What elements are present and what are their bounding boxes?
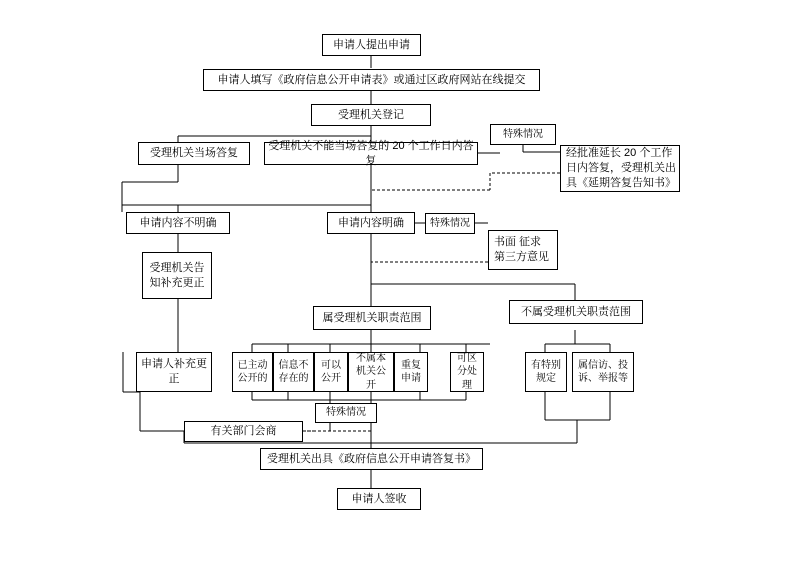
node-special-case-consultation[interactable]: 特殊情况 [315,403,377,423]
node-content-clear[interactable]: 申请内容明确 [327,212,415,234]
node-applicant-receipt[interactable]: 申请人签收 [337,488,421,510]
node-agency-registration[interactable]: 受理机关登记 [311,104,431,126]
node-outside-agency-duty[interactable]: 不属受理机关职责范围 [509,300,643,324]
node-special-case-extension[interactable]: 特殊情况 [490,124,556,145]
node-separable-handling[interactable]: 可区分处理 [450,352,484,392]
node-not-this-agency[interactable]: 不属本机关公开 [348,352,394,392]
node-issue-reply-document[interactable]: 受理机关出具《政府信息公开申请答复书》 [260,448,483,470]
node-department-consultation[interactable]: 有关部门会商 [184,421,303,442]
node-written-third-party-opinion[interactable]: 书面 征求 第三方意见 [488,230,558,270]
node-content-unclear[interactable]: 申请内容不明确 [126,212,230,234]
node-applicant-supplement[interactable]: 申请人补充更正 [136,352,212,392]
node-fill-application-form[interactable]: 申请人填写《政府信息公开申请表》或通过区政府网站在线提交 [203,69,540,91]
node-extended-reply-notice[interactable]: 经批准延长 20 个工作日内答复，受理机关出具《延期答复告知书》 [560,145,680,192]
node-within-agency-duty[interactable]: 属受理机关职责范围 [313,306,431,330]
node-petition-complaint-report[interactable]: 属信访、投诉、举报等 [572,352,634,392]
node-applicant-submit[interactable]: 申请人提出申请 [322,34,421,56]
node-can-disclose[interactable]: 可以公开 [314,352,348,392]
node-already-disclosed[interactable]: 已主动公开的 [232,352,273,392]
node-20-working-days-reply[interactable]: 受理机关不能当场答复的 20 个工作日内答复 [264,142,478,165]
node-special-provision[interactable]: 有特别规定 [525,352,567,392]
node-notify-supplement[interactable]: 受理机关告知补充更正 [142,252,212,299]
node-special-case-third-party[interactable]: 特殊情况 [425,213,475,234]
node-onsite-reply[interactable]: 受理机关当场答复 [138,142,250,165]
node-information-not-exist[interactable]: 信息不存在的 [273,352,314,392]
node-duplicate-request[interactable]: 重复申请 [394,352,428,392]
